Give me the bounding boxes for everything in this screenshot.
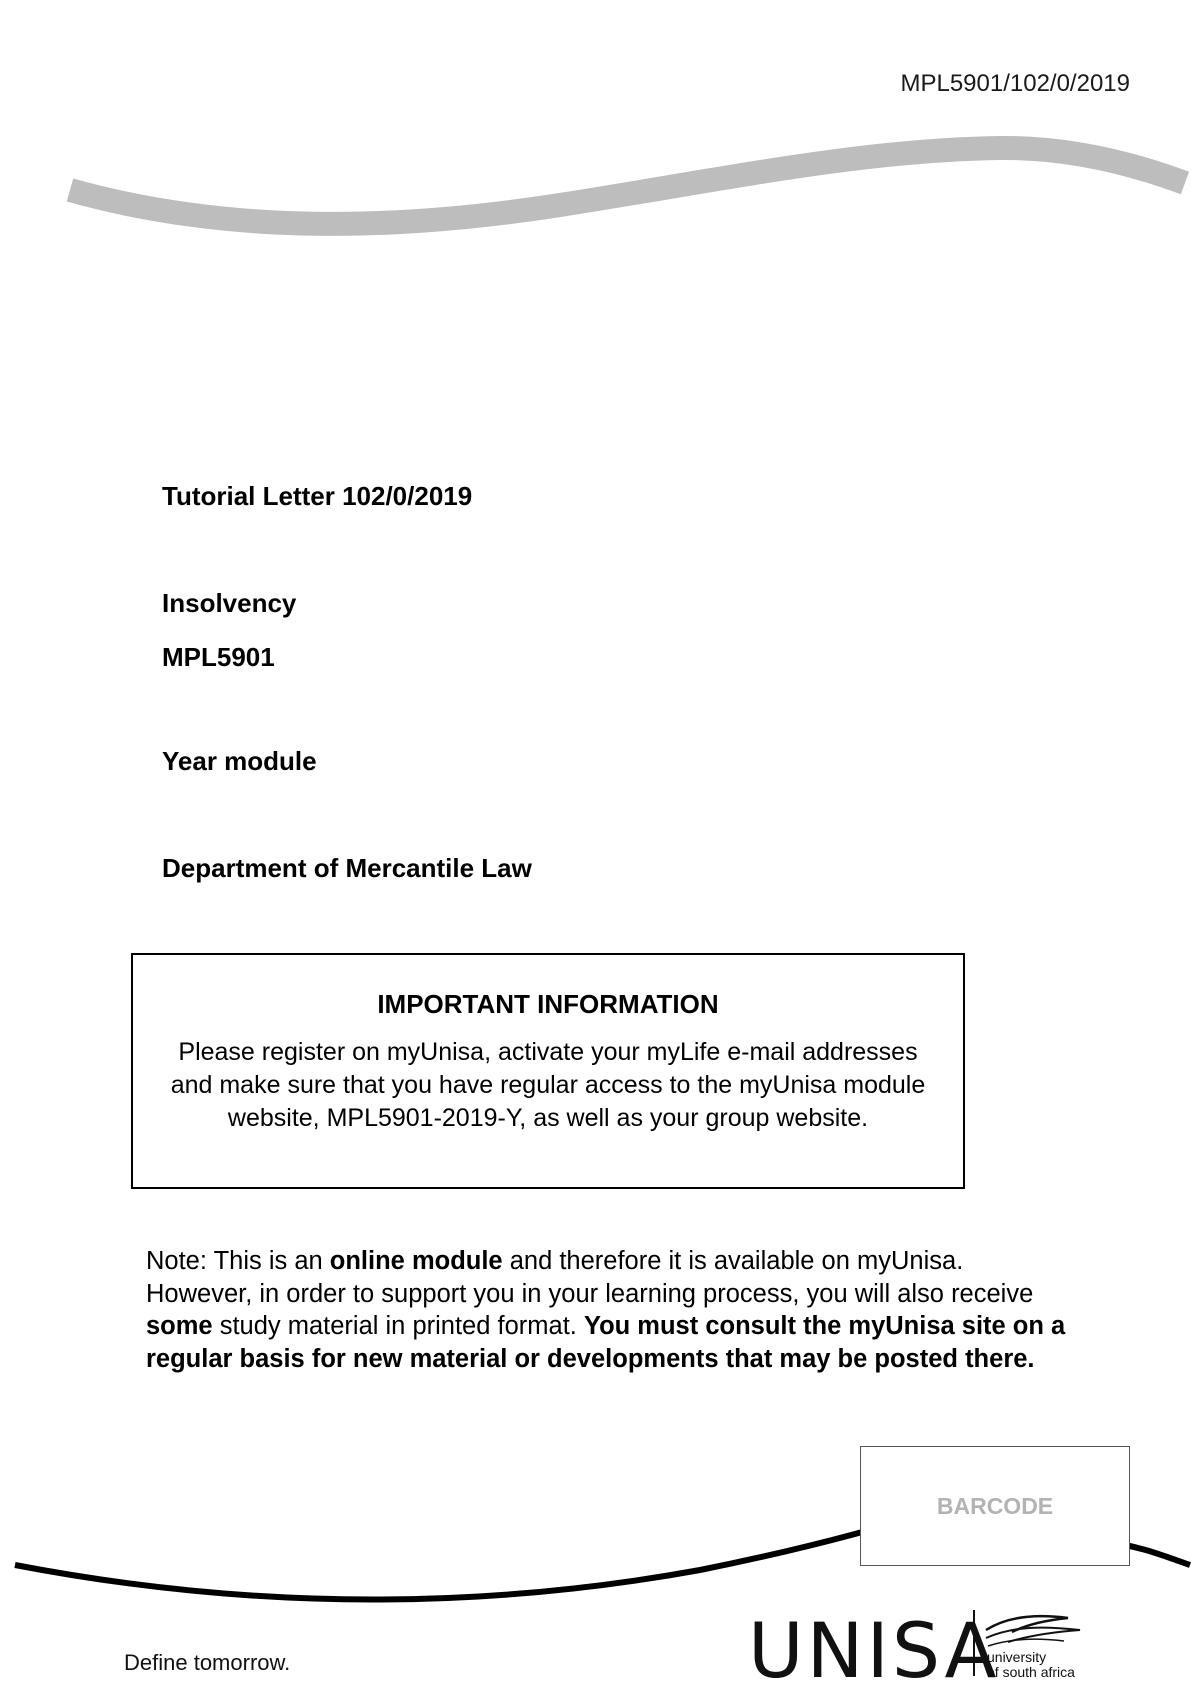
note-bold-3: You must consult the myUnisa site on a regular basis for new material or developments that may be posted there. (146, 1312, 1066, 1373)
note-text-3: study material in printed format. (212, 1312, 584, 1340)
tagline: Define tomorrow. (124, 1650, 291, 1675)
department-name: Department of Mercantile Law (162, 853, 532, 883)
barcode-placeholder (860, 1446, 1130, 1566)
online-module-note (146, 1245, 1076, 1375)
module-name: Insolvency (162, 588, 297, 618)
logo-wordmark: UNISA (748, 1606, 1000, 1695)
important-information-box (131, 953, 965, 1189)
module-code: MPL5901 (162, 642, 275, 672)
bottom-wave-end (1125, 1545, 1190, 1565)
logo-subtitle (987, 1650, 1075, 1680)
tutorial-letter-title: Tutorial Letter 102/0/2019 (162, 481, 473, 511)
top-wave (70, 148, 1185, 224)
note-bold-2: some (146, 1312, 213, 1340)
logo-subtitle-line-1: university (987, 1649, 1047, 1665)
module-type: Year module (162, 746, 317, 776)
logo-subtitle-line-2: of south africa (987, 1664, 1075, 1680)
bottom-wave (15, 1530, 870, 1599)
document-code: MPL5901/102/0/2019 (900, 70, 1130, 97)
barcode-label: BARCODE (936, 1492, 1054, 1519)
note-text-2: and therefore it is available on myUnisa. However, in order to support you in your learning process, you will also receive (146, 1247, 1034, 1308)
important-information-title: IMPORTANT INFORMATION (377, 989, 719, 1019)
note-text-1: Note: This is an (146, 1247, 330, 1275)
note-bold-1: online module (329, 1247, 503, 1275)
unisa-logo (748, 1606, 1000, 1695)
important-information-body: Please register on myUnisa, activate your myLife e-mail addresses and make sure that you have regular access to the myUnisa module website, MPL5901-2019-Y, as well as your group website. (170, 1038, 926, 1132)
